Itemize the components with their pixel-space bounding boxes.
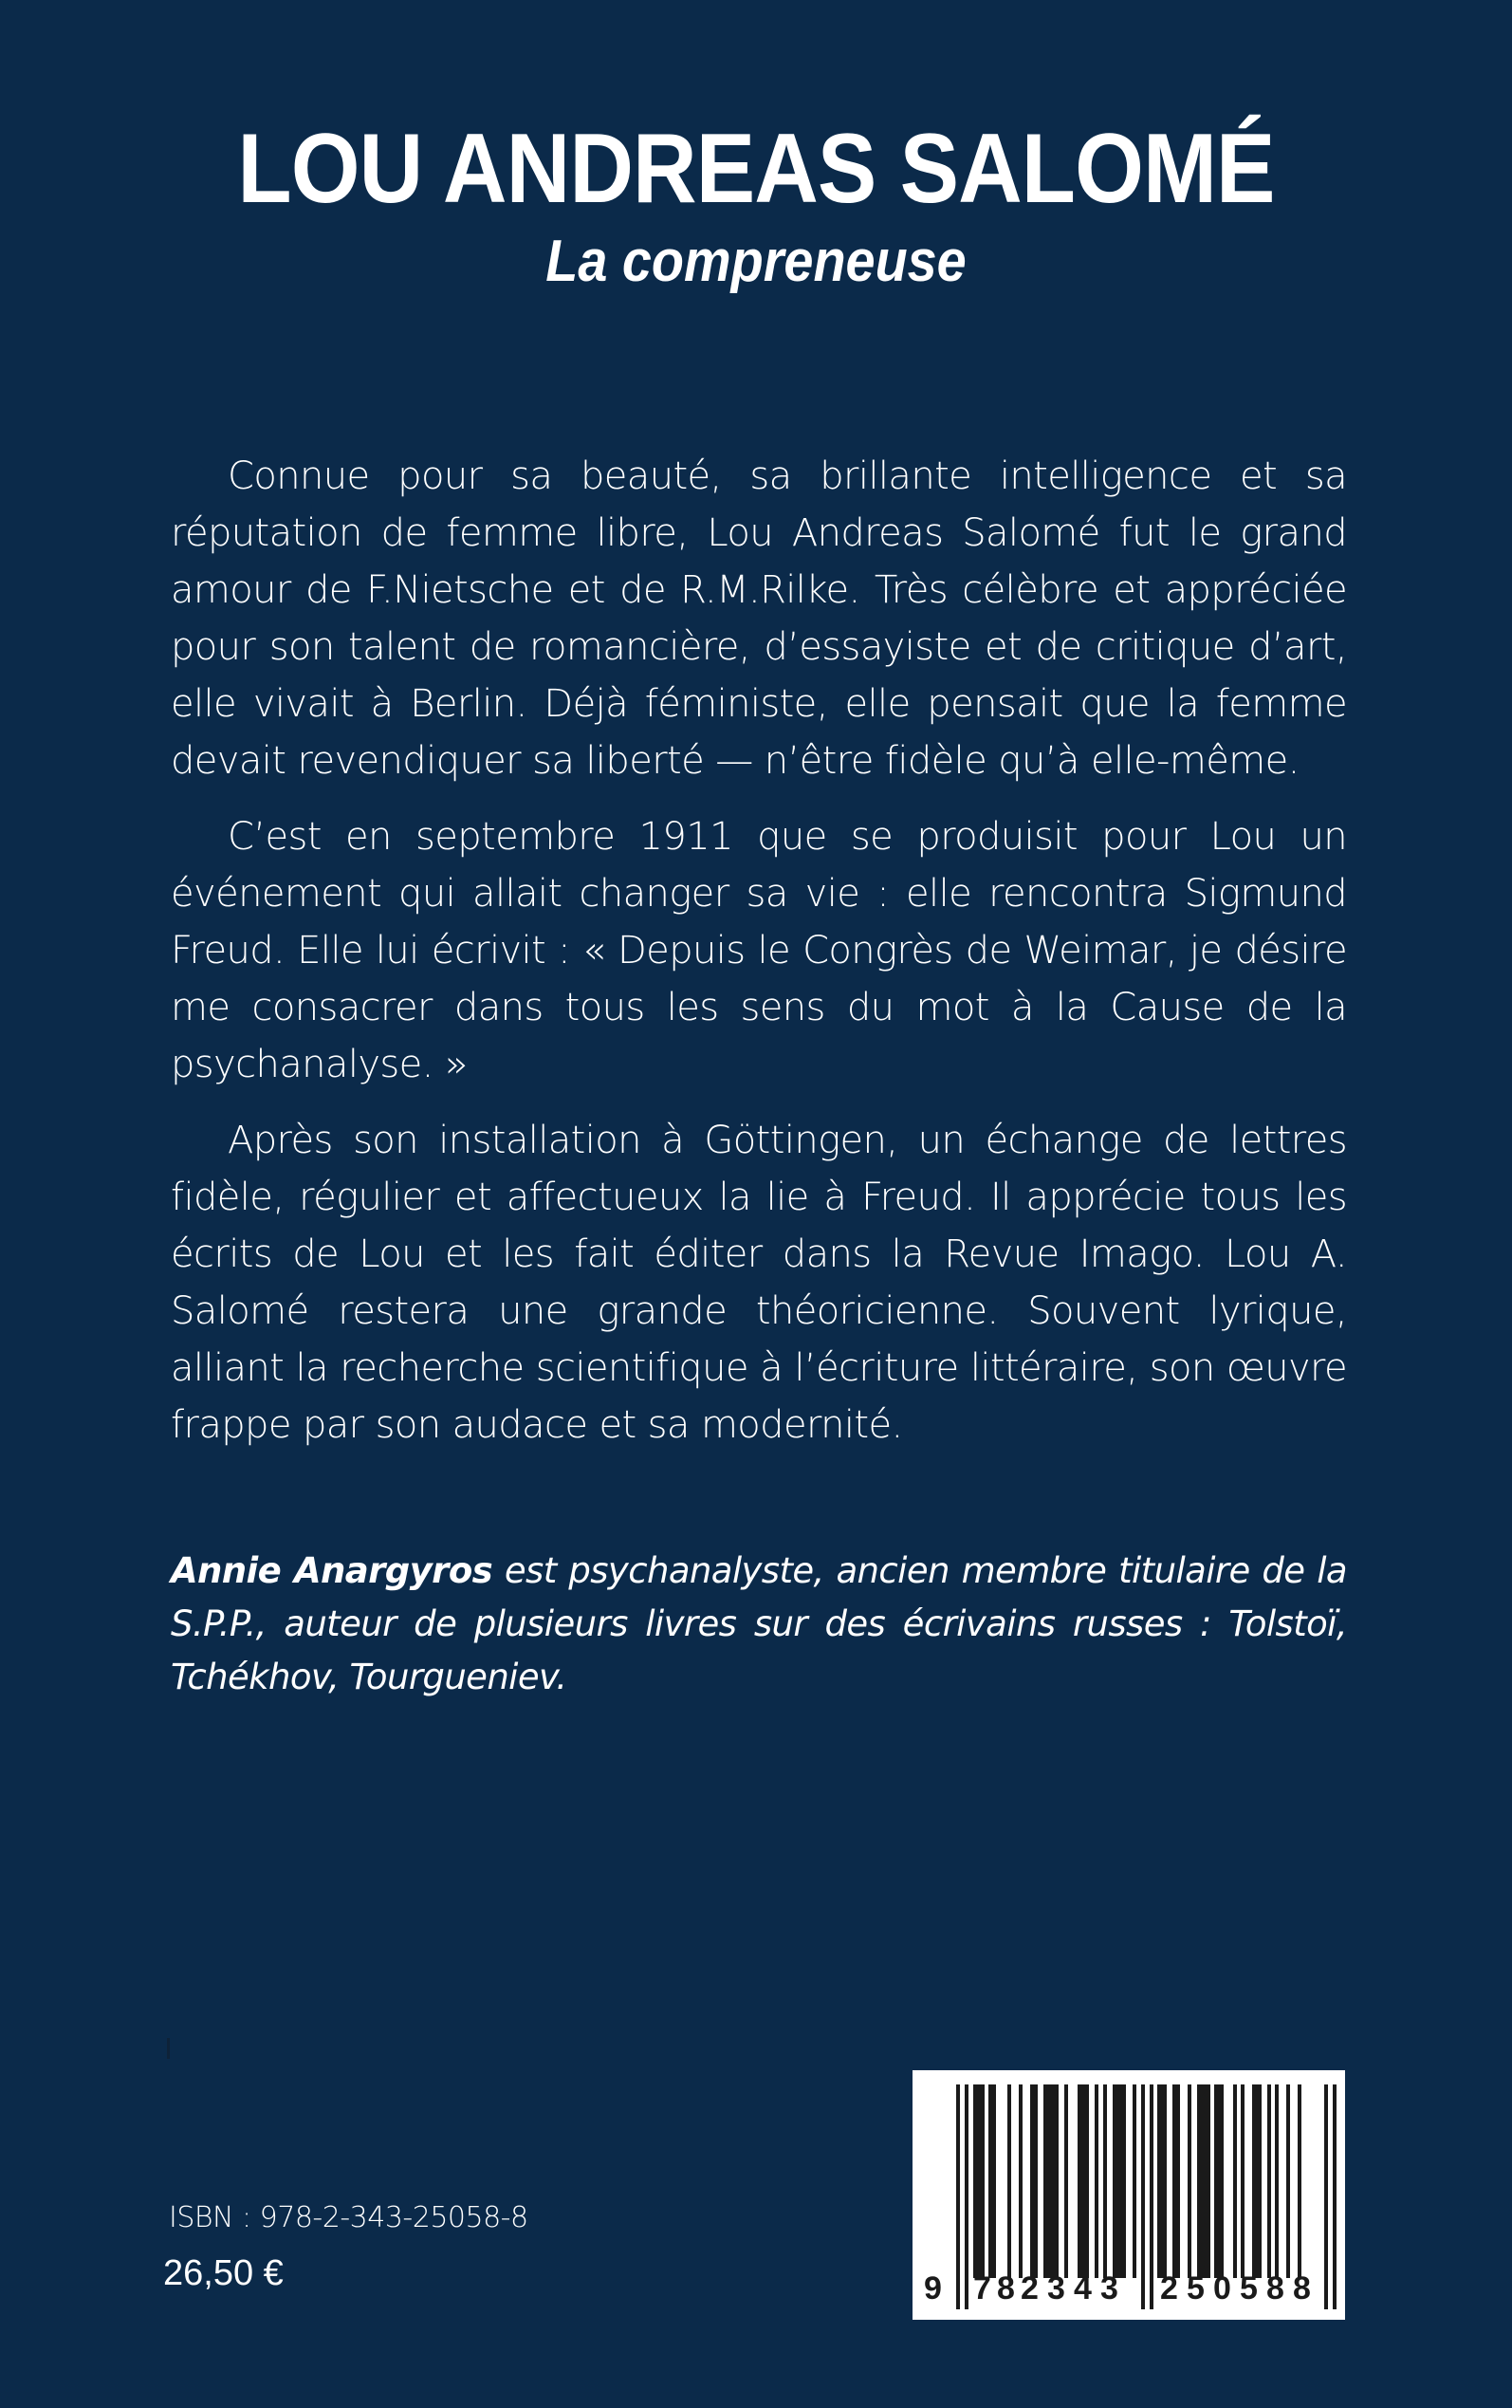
blurb-paragraph: C’est en septembre 1911 que se produisit pour Lou un événement qui allait changer sa vie : elle rencontra Sigmund Freud. Elle lui écrivit : « Depuis le Congrès de Weimar, je désire me consacrer dans tous les sens du mot à la Cause de la psychanalyse. » xyxy=(171,815,1347,1086)
barcode xyxy=(913,2070,1345,2320)
book-title: LOU ANDREAS SALOMÉ xyxy=(237,114,1275,224)
barcode-digit: 4 xyxy=(1074,2270,1092,2306)
author-bio-text: est psychanalyste, ancien membre titulaire de la S.P.P., auteur de plusieurs livres sur des écrivains russes : Tolstoï, Tchékhov, Tourgueniev. xyxy=(171,1550,1347,1697)
barcode-digit: 3 xyxy=(1100,2270,1118,2306)
crop-mark xyxy=(167,2038,170,2059)
barcode-digit: 7 xyxy=(973,2270,991,2306)
blurb xyxy=(171,448,1347,1473)
barcode-digit: 2 xyxy=(1021,2270,1039,2306)
barcode-digits xyxy=(913,2070,1345,2320)
price-label: 26,50 € xyxy=(163,2253,284,2293)
barcode-digit: 9 xyxy=(924,2270,942,2306)
barcode-digit: 3 xyxy=(1047,2270,1065,2306)
blurb-paragraph: Après son installation à Göttingen, un échange de lettres fidèle, régulier et affectueux la lie à Freud. Il apprécie tous les écrits de Lou et les fait éditer dans la Revue Imago. Lou A. Salomé restera une grande théoricienne. Souvent lyrique, alliant la recherche scientifique à l’écriture littéraire, son œuvre frappe par son audace et sa modernité. xyxy=(171,1119,1347,1447)
isbn-label: ISBN : 978-2-343-25058-8 xyxy=(169,2201,528,2234)
barcode-digit: 5 xyxy=(1187,2270,1205,2306)
barcode-digit: 2 xyxy=(1160,2270,1178,2306)
barcode-digit: 8 xyxy=(997,2270,1015,2306)
barcode-digit: 5 xyxy=(1240,2270,1258,2306)
barcode-digit: 8 xyxy=(1293,2270,1311,2306)
barcode-digit: 0 xyxy=(1213,2270,1231,2306)
book-subtitle: La compreneuse xyxy=(545,229,967,294)
author-bio xyxy=(171,1545,1347,1704)
blurb-paragraph: Connue pour sa beauté, sa brillante intelligence et sa réputation de femme libre, Lou Andreas Salomé fut le grand amour de F.Nietsche et de R.M.Rilke. Très célèbre et appréciée pour son talent de romancière, d’essayiste et de critique d’art, elle vivait à Berlin. Déjà féministe, elle pensait que la femme devait revendiquer sa liberté — n’être fidèle qu’à elle-même. xyxy=(171,454,1347,783)
barcode-digit: 8 xyxy=(1266,2270,1284,2306)
author-name: Annie Anargyros xyxy=(171,1550,493,1591)
